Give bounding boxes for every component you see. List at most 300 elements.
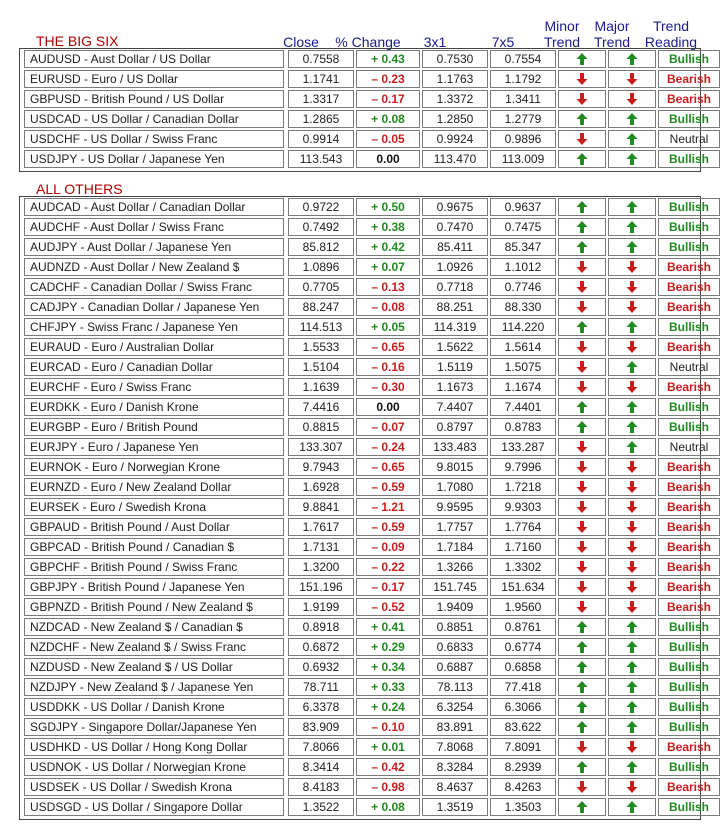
- percent-change: – 0.17: [356, 90, 420, 108]
- ma-7x5-value: 77.418: [490, 678, 556, 696]
- percent-change: – 0.08: [356, 298, 420, 316]
- major-trend: [608, 558, 656, 576]
- trend-reading: Bearish: [658, 478, 720, 496]
- major-trend: [608, 518, 656, 536]
- major-trend: [608, 90, 656, 108]
- percent-change: + 0.05: [356, 318, 420, 336]
- major-trend: [608, 298, 656, 316]
- arrow-down-icon: [576, 281, 588, 293]
- pair-name: AUDNZD - Aust Dollar / New Zealand $: [24, 258, 284, 276]
- close-value: 8.3414: [288, 758, 354, 776]
- trend-reading: Bullish: [658, 638, 720, 656]
- arrow-down-icon: [626, 781, 638, 793]
- ma-7x5-value: 1.1792: [490, 70, 556, 88]
- major-trend: [608, 258, 656, 276]
- minor-trend: [558, 238, 606, 256]
- arrow-up-icon: [626, 721, 638, 733]
- close-value: 7.8066: [288, 738, 354, 756]
- ma-7x5-value: 6.3066: [490, 698, 556, 716]
- ma-3x1-value: 1.9409: [422, 598, 488, 616]
- major-trend: [608, 698, 656, 716]
- pair-name: USDCHF - US Dollar / Swiss Franc: [24, 130, 284, 148]
- ma-3x1-value: 113.470: [422, 150, 488, 168]
- minor-trend: [558, 458, 606, 476]
- major-trend: [608, 338, 656, 356]
- ma-7x5-value: 133.287: [490, 438, 556, 456]
- arrow-down-icon: [626, 261, 638, 273]
- trend-reading: Bearish: [658, 378, 720, 396]
- arrow-down-icon: [576, 301, 588, 313]
- pair-name: GBPAUD - British Pound / Aust Dollar: [24, 518, 284, 536]
- trend-reading: Bullish: [658, 318, 720, 336]
- ma-3x1-value: 0.9924: [422, 130, 488, 148]
- pair-name: SGDJPY - Singapore Dollar/Japanese Yen: [24, 718, 284, 736]
- arrow-up-icon: [576, 113, 588, 125]
- ma-7x5-value: 114.220: [490, 318, 556, 336]
- minor-trend: [558, 498, 606, 516]
- trend-reading: Bearish: [658, 778, 720, 796]
- pair-name: CHFJPY - Swiss Franc / Japanese Yen: [24, 318, 284, 336]
- close-value: 0.9722: [288, 198, 354, 216]
- percent-change: + 0.08: [356, 110, 420, 128]
- minor-trend: [558, 778, 606, 796]
- ma-3x1-value: 1.7184: [422, 538, 488, 556]
- major-trend: [608, 218, 656, 236]
- major-trend: [608, 798, 656, 816]
- close-value: 1.5533: [288, 338, 354, 356]
- arrow-down-icon: [626, 501, 638, 513]
- trend-reading: Bearish: [658, 338, 720, 356]
- trend-reading: Bearish: [658, 258, 720, 276]
- ma-7x5-value: 88.330: [490, 298, 556, 316]
- pair-name: EURNZD - Euro / New Zealand Dollar: [24, 478, 284, 496]
- close-value: 0.8815: [288, 418, 354, 436]
- arrow-down-icon: [576, 73, 588, 85]
- arrow-down-icon: [576, 781, 588, 793]
- percent-change: – 0.42: [356, 758, 420, 776]
- arrow-down-icon: [576, 361, 588, 373]
- arrow-down-icon: [626, 73, 638, 85]
- percent-change: + 0.41: [356, 618, 420, 636]
- arrow-up-icon: [626, 401, 638, 413]
- minor-trend: [558, 90, 606, 108]
- close-value: 1.1741: [288, 70, 354, 88]
- close-value: 1.7617: [288, 518, 354, 536]
- minor-trend: [558, 558, 606, 576]
- arrow-up-icon: [626, 133, 638, 145]
- pair-name: AUDCAD - Aust Dollar / Canadian Dollar: [24, 198, 284, 216]
- ma-3x1-value: 1.5119: [422, 358, 488, 376]
- pair-name: USDNOK - US Dollar / Norwegian Krone: [24, 758, 284, 776]
- close-value: 1.9199: [288, 598, 354, 616]
- trend-reading: Bearish: [658, 90, 720, 108]
- minor-trend: [558, 358, 606, 376]
- ma-3x1-value: 0.8851: [422, 618, 488, 636]
- trend-reading: Bearish: [658, 558, 720, 576]
- trend-reading: Bullish: [658, 218, 720, 236]
- percent-change: + 0.50: [356, 198, 420, 216]
- minor-trend: [558, 198, 606, 216]
- close-value: 78.711: [288, 678, 354, 696]
- close-value: 1.7131: [288, 538, 354, 556]
- minor-trend: [558, 698, 606, 716]
- percent-change: 0.00: [356, 398, 420, 416]
- pair-name: AUDCHF - Aust Dollar / Swiss Franc: [24, 218, 284, 236]
- close-value: 1.3200: [288, 558, 354, 576]
- ma-7x5-value: 0.7554: [490, 50, 556, 68]
- ma-7x5-value: 0.7475: [490, 218, 556, 236]
- percent-change: – 0.05: [356, 130, 420, 148]
- trend-reading: Bearish: [658, 598, 720, 616]
- ma-3x1-value: 0.7470: [422, 218, 488, 236]
- minor-trend: [558, 618, 606, 636]
- minor-trend: [558, 718, 606, 736]
- trend-reading: Bullish: [658, 198, 720, 216]
- minor-trend: [558, 298, 606, 316]
- arrow-down-icon: [576, 561, 588, 573]
- minor-trend: [558, 50, 606, 68]
- major-trend: [608, 758, 656, 776]
- percent-change: – 0.24: [356, 438, 420, 456]
- ma-3x1-value: 88.251: [422, 298, 488, 316]
- percent-change: – 0.98: [356, 778, 420, 796]
- percent-change: – 0.65: [356, 458, 420, 476]
- percent-change: – 0.30: [356, 378, 420, 396]
- percent-change: + 0.01: [356, 738, 420, 756]
- minor-trend: [558, 318, 606, 336]
- major-trend: [608, 110, 656, 128]
- ma-3x1-value: 1.2850: [422, 110, 488, 128]
- arrow-up-icon: [626, 701, 638, 713]
- ma-3x1-value: 1.7757: [422, 518, 488, 536]
- minor-trend: [558, 758, 606, 776]
- percent-change: – 0.23: [356, 70, 420, 88]
- ma-7x5-value: 1.5614: [490, 338, 556, 356]
- ma-7x5-value: 1.3302: [490, 558, 556, 576]
- percent-change: + 0.42: [356, 238, 420, 256]
- trend-reading: Bearish: [658, 298, 720, 316]
- major-trend: [608, 458, 656, 476]
- ma-7x5-value: 1.7218: [490, 478, 556, 496]
- major-trend: [608, 738, 656, 756]
- pair-name: EURSEK - Euro / Swedish Krona: [24, 498, 284, 516]
- trend-reading: Neutral: [658, 130, 720, 148]
- minor-trend: [558, 110, 606, 128]
- arrow-up-icon: [626, 621, 638, 633]
- trend-reading: Bearish: [658, 518, 720, 536]
- pair-name: NZDCAD - New Zealand $ / Canadian $: [24, 618, 284, 636]
- section-title-all-others: ALL OTHERS: [36, 181, 123, 197]
- trend-reading: Bullish: [658, 698, 720, 716]
- major-trend: [608, 578, 656, 596]
- arrow-up-icon: [576, 701, 588, 713]
- arrow-down-icon: [576, 133, 588, 145]
- ma-7x5-value: 0.8783: [490, 418, 556, 436]
- header-minor-line1: Minor: [544, 18, 580, 34]
- header-reading-line2: Reading: [644, 34, 698, 50]
- percent-change: + 0.08: [356, 798, 420, 816]
- close-value: 0.8918: [288, 618, 354, 636]
- arrow-up-icon: [576, 241, 588, 253]
- minor-trend: [558, 398, 606, 416]
- trend-reading: Bearish: [658, 738, 720, 756]
- minor-trend: [558, 478, 606, 496]
- pair-name: AUDJPY - Aust Dollar / Japanese Yen: [24, 238, 284, 256]
- major-trend: [608, 130, 656, 148]
- arrow-down-icon: [576, 93, 588, 105]
- arrow-down-icon: [576, 441, 588, 453]
- close-value: 88.247: [288, 298, 354, 316]
- pair-name: USDDKK - US Dollar / Danish Krone: [24, 698, 284, 716]
- ma-3x1-value: 0.8797: [422, 418, 488, 436]
- arrow-up-icon: [626, 201, 638, 213]
- major-trend: [608, 598, 656, 616]
- ma-7x5-value: 1.9560: [490, 598, 556, 616]
- major-trend: [608, 398, 656, 416]
- arrow-up-icon: [576, 421, 588, 433]
- trend-reading: Bullish: [658, 618, 720, 636]
- ma-3x1-value: 7.4407: [422, 398, 488, 416]
- percent-change: – 1.21: [356, 498, 420, 516]
- percent-change: – 0.07: [356, 418, 420, 436]
- close-value: 0.6872: [288, 638, 354, 656]
- arrow-up-icon: [626, 113, 638, 125]
- close-value: 0.9914: [288, 130, 354, 148]
- pair-name: USDHKD - US Dollar / Hong Kong Dollar: [24, 738, 284, 756]
- arrow-down-icon: [576, 461, 588, 473]
- arrow-down-icon: [576, 261, 588, 273]
- big-six-table: [19, 48, 712, 172]
- header-3x1: 3x1: [423, 34, 447, 50]
- arrow-up-icon: [576, 641, 588, 653]
- percent-change: + 0.43: [356, 50, 420, 68]
- percent-change: + 0.07: [356, 258, 420, 276]
- minor-trend: [558, 70, 606, 88]
- arrow-down-icon: [626, 741, 638, 753]
- trend-reading: Neutral: [658, 358, 720, 376]
- ma-7x5-value: 85.347: [490, 238, 556, 256]
- major-trend: [608, 638, 656, 656]
- arrow-down-icon: [626, 281, 638, 293]
- ma-3x1-value: 1.3266: [422, 558, 488, 576]
- section-title-big-six: THE BIG SIX: [36, 33, 119, 49]
- major-trend: [608, 150, 656, 168]
- minor-trend: [558, 150, 606, 168]
- pair-name: GBPCAD - British Pound / Canadian $: [24, 538, 284, 556]
- ma-3x1-value: 151.745: [422, 578, 488, 596]
- percent-change: + 0.38: [356, 218, 420, 236]
- percent-change: + 0.29: [356, 638, 420, 656]
- minor-trend: [558, 538, 606, 556]
- close-value: 1.2865: [288, 110, 354, 128]
- ma-3x1-value: 8.3284: [422, 758, 488, 776]
- header-close: Close: [283, 34, 319, 50]
- major-trend: [608, 70, 656, 88]
- header-7x5: 7x5: [491, 34, 515, 50]
- ma-3x1-value: 8.4637: [422, 778, 488, 796]
- pair-name: GBPCHF - British Pound / Swiss Franc: [24, 558, 284, 576]
- ma-3x1-value: 9.9595: [422, 498, 488, 516]
- major-trend: [608, 538, 656, 556]
- arrow-up-icon: [576, 401, 588, 413]
- trend-reading: Bullish: [658, 110, 720, 128]
- pair-name: NZDUSD - New Zealand $ / US Dollar: [24, 658, 284, 676]
- ma-7x5-value: 113.009: [490, 150, 556, 168]
- minor-trend: [558, 518, 606, 536]
- close-value: 9.7943: [288, 458, 354, 476]
- trend-reading: Bearish: [658, 278, 720, 296]
- close-value: 1.3522: [288, 798, 354, 816]
- ma-7x5-value: 151.634: [490, 578, 556, 596]
- ma-7x5-value: 1.2779: [490, 110, 556, 128]
- header-major-line2: Trend: [593, 34, 631, 50]
- major-trend: [608, 318, 656, 336]
- pair-name: USDSEK - US Dollar / Swedish Krona: [24, 778, 284, 796]
- arrow-down-icon: [626, 341, 638, 353]
- major-trend: [608, 498, 656, 516]
- percent-change: – 0.65: [356, 338, 420, 356]
- arrow-down-icon: [576, 481, 588, 493]
- arrow-down-icon: [626, 481, 638, 493]
- percent-change: – 0.13: [356, 278, 420, 296]
- ma-3x1-value: 0.6833: [422, 638, 488, 656]
- trend-reading: Bearish: [658, 578, 720, 596]
- arrow-down-icon: [576, 581, 588, 593]
- arrow-down-icon: [626, 381, 638, 393]
- ma-7x5-value: 1.7160: [490, 538, 556, 556]
- close-value: 151.196: [288, 578, 354, 596]
- close-value: 0.6932: [288, 658, 354, 676]
- ma-7x5-value: 1.3503: [490, 798, 556, 816]
- trend-reading: Bearish: [658, 458, 720, 476]
- ma-3x1-value: 1.0926: [422, 258, 488, 276]
- trend-reading: Bearish: [658, 498, 720, 516]
- ma-3x1-value: 83.891: [422, 718, 488, 736]
- ma-3x1-value: 1.1673: [422, 378, 488, 396]
- arrow-up-icon: [626, 661, 638, 673]
- trend-reading: Bullish: [658, 238, 720, 256]
- percent-change: – 0.59: [356, 478, 420, 496]
- minor-trend: [558, 638, 606, 656]
- ma-3x1-value: 0.7718: [422, 278, 488, 296]
- ma-7x5-value: 8.2939: [490, 758, 556, 776]
- arrow-up-icon: [626, 421, 638, 433]
- ma-3x1-value: 114.319: [422, 318, 488, 336]
- major-trend: [608, 378, 656, 396]
- arrow-up-icon: [626, 241, 638, 253]
- close-value: 85.812: [288, 238, 354, 256]
- ma-3x1-value: 0.9675: [422, 198, 488, 216]
- arrow-down-icon: [576, 501, 588, 513]
- major-trend: [608, 658, 656, 676]
- arrow-up-icon: [626, 361, 638, 373]
- percent-change: – 0.09: [356, 538, 420, 556]
- arrow-down-icon: [626, 601, 638, 613]
- arrow-up-icon: [626, 321, 638, 333]
- arrow-up-icon: [576, 681, 588, 693]
- major-trend: [608, 718, 656, 736]
- arrow-up-icon: [626, 681, 638, 693]
- pair-name: CADCHF - Canadian Dollar / Swiss Franc: [24, 278, 284, 296]
- pair-name: AUDUSD - Aust Dollar / US Dollar: [24, 50, 284, 68]
- arrow-up-icon: [626, 641, 638, 653]
- pair-name: EURAUD - Euro / Australian Dollar: [24, 338, 284, 356]
- trend-reading: Bullish: [658, 718, 720, 736]
- pair-name: CADJPY - Canadian Dollar / Japanese Yen: [24, 298, 284, 316]
- trend-reading: Bearish: [658, 538, 720, 556]
- close-value: 1.1639: [288, 378, 354, 396]
- ma-7x5-value: 9.9303: [490, 498, 556, 516]
- trend-reading: Bullish: [658, 658, 720, 676]
- pair-name: EURDKK - Euro / Danish Krone: [24, 398, 284, 416]
- percent-change: + 0.33: [356, 678, 420, 696]
- ma-3x1-value: 78.113: [422, 678, 488, 696]
- major-trend: [608, 778, 656, 796]
- arrow-up-icon: [576, 201, 588, 213]
- minor-trend: [558, 278, 606, 296]
- percent-change: – 0.59: [356, 518, 420, 536]
- pair-name: USDCAD - US Dollar / Canadian Dollar: [24, 110, 284, 128]
- ma-7x5-value: 0.9896: [490, 130, 556, 148]
- trend-reading: Bullish: [658, 150, 720, 168]
- trend-reading: Neutral: [658, 438, 720, 456]
- ma-7x5-value: 9.7996: [490, 458, 556, 476]
- ma-7x5-value: 1.1674: [490, 378, 556, 396]
- arrow-up-icon: [576, 801, 588, 813]
- ma-3x1-value: 9.8015: [422, 458, 488, 476]
- ma-3x1-value: 1.7080: [422, 478, 488, 496]
- trend-reading: Bullish: [658, 398, 720, 416]
- arrow-down-icon: [576, 381, 588, 393]
- minor-trend: [558, 598, 606, 616]
- pair-name: EURJPY - Euro / Japanese Yen: [24, 438, 284, 456]
- minor-trend: [558, 438, 606, 456]
- percent-change: – 0.16: [356, 358, 420, 376]
- pair-name: NZDJPY - New Zealand $ / Japanese Yen: [24, 678, 284, 696]
- pair-name: NZDCHF - New Zealand $ / Swiss Franc: [24, 638, 284, 656]
- close-value: 6.3378: [288, 698, 354, 716]
- close-value: 8.4183: [288, 778, 354, 796]
- minor-trend: [558, 258, 606, 276]
- header-reading-line1: Trend: [652, 18, 690, 34]
- pair-name: USDJPY - US Dollar / Japanese Yen: [24, 150, 284, 168]
- ma-3x1-value: 1.1763: [422, 70, 488, 88]
- arrow-down-icon: [626, 581, 638, 593]
- arrow-down-icon: [626, 561, 638, 573]
- arrow-up-icon: [576, 321, 588, 333]
- minor-trend: [558, 418, 606, 436]
- all-others-table: [19, 196, 712, 820]
- ma-7x5-value: 0.9637: [490, 198, 556, 216]
- ma-7x5-value: 1.3411: [490, 90, 556, 108]
- arrow-up-icon: [576, 721, 588, 733]
- major-trend: [608, 50, 656, 68]
- ma-3x1-value: 1.5622: [422, 338, 488, 356]
- minor-trend: [558, 658, 606, 676]
- arrow-up-icon: [626, 761, 638, 773]
- ma-7x5-value: 7.4401: [490, 398, 556, 416]
- header-change: % Change: [335, 34, 401, 50]
- trend-reading: Bullish: [658, 418, 720, 436]
- trend-reading: Bullish: [658, 798, 720, 816]
- arrow-up-icon: [576, 153, 588, 165]
- percent-change: – 0.52: [356, 598, 420, 616]
- close-value: 133.307: [288, 438, 354, 456]
- major-trend: [608, 618, 656, 636]
- ma-7x5-value: 0.6774: [490, 638, 556, 656]
- arrow-up-icon: [626, 153, 638, 165]
- ma-3x1-value: 0.7530: [422, 50, 488, 68]
